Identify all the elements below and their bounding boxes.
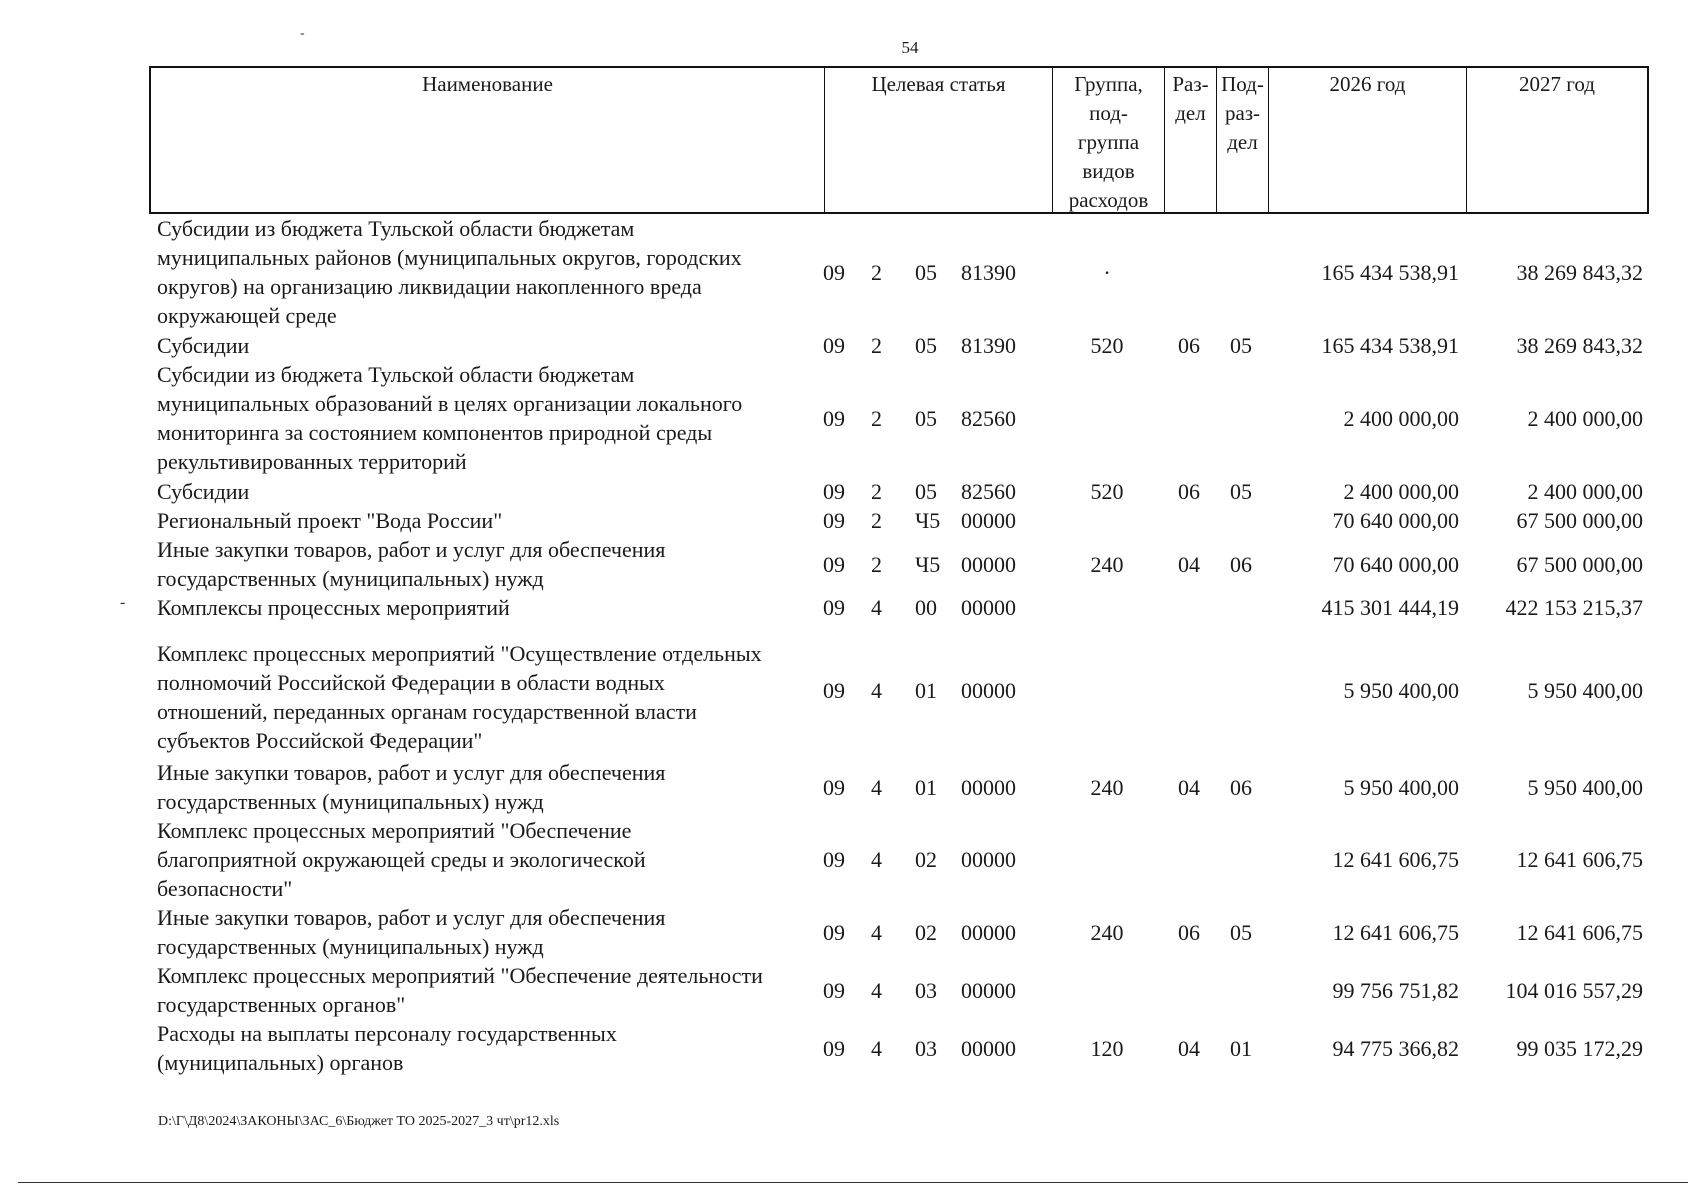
- code-program: 09: [823, 595, 845, 620]
- subsection-code: [1215, 622, 1267, 758]
- bottom-divider: [18, 1182, 1688, 1183]
- row-name-line: муниципальных районов (муниципальных округов, городских: [157, 245, 742, 270]
- table-row: [149, 330, 1649, 360]
- amount-2027: 38 269 843,32: [1516, 332, 1643, 358]
- header-2027: [1467, 68, 1647, 212]
- code-direction: 81390: [961, 332, 1016, 358]
- table-row: [149, 816, 1649, 903]
- header-section-line: дел: [1175, 101, 1206, 125]
- amount-2027: 2 400 000,00: [1527, 405, 1643, 431]
- budget-table: [149, 214, 1649, 1077]
- row-name-line: Субсидии: [157, 332, 250, 358]
- amount-2026: 5 950 400,00: [1343, 774, 1459, 800]
- row-name: [149, 506, 823, 535]
- header-subsection-line: дел: [1227, 130, 1258, 154]
- section-code: 04: [1178, 1035, 1200, 1061]
- file-path: D:\Г\Д8\2024\ЗАКОНЫ\ЗАС_6\Бюджет ТО 2025-2027_3 чт\pr12.xls: [158, 1114, 560, 1129]
- expense-group: 520: [1090, 478, 1124, 504]
- code-structure: 02: [915, 847, 937, 872]
- row-name: [149, 476, 823, 506]
- table-row: [149, 758, 1649, 816]
- amount-2026: 165 434 538,91: [1321, 259, 1459, 285]
- header-group-line: Группа,: [1074, 72, 1143, 96]
- amount-2027: 422 153 215,37: [1505, 595, 1643, 620]
- row-name-line: округов) на организацию ликвидации накопленного вреда: [157, 274, 702, 299]
- code-direction: 82560: [961, 405, 1016, 431]
- section-code: [1163, 214, 1215, 330]
- code-program: 09: [823, 332, 845, 358]
- code-structure: 01: [915, 677, 937, 703]
- scan-mark: -: [300, 26, 305, 41]
- subsection-code: 05: [1230, 332, 1252, 358]
- code-direction: 00000: [961, 1035, 1016, 1061]
- row-name: [149, 622, 823, 758]
- code-direction: 00000: [961, 508, 1016, 533]
- section-code: 06: [1178, 919, 1200, 945]
- expense-group: ·: [1103, 259, 1111, 285]
- amount-2027: 99 035 172,29: [1516, 1035, 1643, 1061]
- code-direction: 82560: [961, 478, 1016, 504]
- table-row: [149, 961, 1649, 1019]
- table-row: [149, 593, 1649, 622]
- code-program: 09: [823, 405, 845, 431]
- code-direction: 00000: [961, 677, 1016, 703]
- subsection-code: [1215, 816, 1267, 903]
- section-code: 04: [1178, 774, 1200, 800]
- header-name-label: Наименование: [422, 72, 553, 96]
- code-structure: 00: [915, 595, 937, 620]
- subsection-code: 06: [1230, 551, 1252, 577]
- code-subprogram: 2: [871, 478, 882, 504]
- code-subprogram: 2: [871, 332, 882, 358]
- table-row: [149, 214, 1649, 330]
- row-name-line: (муниципальных) органов: [157, 1050, 404, 1075]
- code-structure: 01: [915, 774, 937, 800]
- row-name-line: окружающей среде: [157, 303, 337, 328]
- amount-2026: 2 400 000,00: [1343, 478, 1459, 504]
- subsection-code: [1215, 593, 1267, 622]
- row-name-line: Иные закупки товаров, работ и услуг для обеспечения: [157, 905, 666, 930]
- header-group-line: расходов: [1068, 188, 1149, 212]
- row-name-line: Субсидии из бюджета Тульской области бюджетам: [157, 216, 635, 241]
- header-section-line: Раз-: [1172, 72, 1209, 96]
- row-name-line: государственных (муниципальных) нужд: [157, 566, 544, 591]
- code-direction: 00000: [961, 595, 1016, 620]
- code-direction: 81390: [961, 259, 1016, 285]
- row-name-line: Комплекс процессных мероприятий "Осуществление отдельных: [157, 641, 762, 666]
- code-subprogram: 2: [871, 551, 882, 577]
- code-subprogram: 2: [871, 405, 882, 431]
- code-structure: 03: [915, 977, 937, 1003]
- expense-group: [1051, 622, 1163, 758]
- code-program: 09: [823, 919, 845, 945]
- row-name-line: Субсидии из бюджета Тульской области бюджетам: [157, 362, 635, 387]
- expense-group: 520: [1090, 332, 1124, 358]
- subsection-code: 06: [1230, 774, 1252, 800]
- table-row: [149, 1019, 1649, 1077]
- row-name-line: безопасности": [157, 876, 293, 901]
- header-2027-label: 2027 год: [1519, 72, 1595, 96]
- amount-2026: 99 756 751,82: [1332, 977, 1459, 1003]
- amount-2027: 12 641 606,75: [1516, 919, 1643, 945]
- code-subprogram: 4: [871, 1035, 882, 1061]
- subsection-code: [1215, 360, 1267, 476]
- code-subprogram: 4: [871, 595, 882, 620]
- header-group: [1053, 68, 1165, 212]
- row-name: [149, 330, 823, 360]
- row-name: [149, 961, 823, 1019]
- code-program: 09: [823, 1035, 845, 1061]
- amount-2026: 12 641 606,75: [1332, 847, 1459, 872]
- amount-2026: 94 775 366,82: [1332, 1035, 1459, 1061]
- header-subsection-line: Под-: [1221, 72, 1264, 96]
- expense-group: 240: [1090, 551, 1124, 577]
- amount-2026: 5 950 400,00: [1343, 677, 1459, 703]
- code-subprogram: 4: [871, 919, 882, 945]
- section-code: [1163, 360, 1215, 476]
- row-name: [149, 816, 823, 903]
- subsection-code: 05: [1230, 478, 1252, 504]
- amount-2027: 67 500 000,00: [1516, 508, 1643, 533]
- table-row: [149, 476, 1649, 506]
- section-code: [1163, 816, 1215, 903]
- code-structure: 05: [915, 478, 937, 504]
- row-name-line: Иные закупки товаров, работ и услуг для обеспечения: [157, 537, 666, 562]
- code-structure: 02: [915, 919, 937, 945]
- header-target-article-label: Целевая статья: [871, 72, 1006, 96]
- table-row: [149, 903, 1649, 961]
- expense-group: 240: [1090, 774, 1124, 800]
- section-code: 06: [1178, 332, 1200, 358]
- code-subprogram: 4: [871, 847, 882, 872]
- subsection-code: 01: [1230, 1035, 1252, 1061]
- row-name-line: рекультивированных территорий: [157, 449, 467, 474]
- expense-group: [1051, 816, 1163, 903]
- header-section: [1165, 68, 1217, 212]
- amount-2027: 38 269 843,32: [1516, 259, 1643, 285]
- page-number: 54: [901, 38, 919, 57]
- table-row: [149, 506, 1649, 535]
- row-name: [149, 758, 823, 816]
- amount-2026: 70 640 000,00: [1332, 508, 1459, 533]
- table-row: [149, 535, 1649, 593]
- code-direction: 00000: [961, 774, 1016, 800]
- code-subprogram: 4: [871, 774, 882, 800]
- code-program: 09: [823, 478, 845, 504]
- table-body: [149, 214, 1649, 1077]
- code-structure: 03: [915, 1035, 937, 1061]
- code-subprogram: 4: [871, 977, 882, 1003]
- expense-group: 120: [1090, 1035, 1124, 1061]
- row-name: [149, 535, 823, 593]
- row-name-line: государственных органов": [157, 992, 406, 1017]
- row-name-line: муниципальных образований в целях организации локального: [157, 391, 743, 416]
- row-name-line: Комплексы процессных мероприятий: [157, 595, 510, 620]
- table-header: [149, 66, 1649, 214]
- row-name-line: Комплекс процессных мероприятий "Обеспечение деятельности: [157, 963, 763, 988]
- table-row: [149, 622, 1649, 758]
- row-name: [149, 214, 823, 330]
- code-structure: 05: [915, 259, 937, 285]
- row-name-line: Иные закупки товаров, работ и услуг для обеспечения: [157, 760, 666, 785]
- row-name: [149, 903, 823, 961]
- row-name-line: полномочий Российской Федерации в области водных: [157, 670, 665, 695]
- code-program: 09: [823, 847, 845, 872]
- header-2026: [1269, 68, 1467, 212]
- code-program: 09: [823, 259, 845, 285]
- amount-2027: 5 950 400,00: [1527, 774, 1643, 800]
- subsection-code: [1215, 961, 1267, 1019]
- amount-2026: 70 640 000,00: [1332, 551, 1459, 577]
- code-structure: Ч5: [915, 551, 941, 577]
- header-subsection-line: раз-: [1224, 101, 1261, 125]
- code-subprogram: 2: [871, 259, 882, 285]
- subsection-code: 05: [1230, 919, 1252, 945]
- code-subprogram: 4: [871, 677, 882, 703]
- amount-2027: 12 641 606,75: [1516, 847, 1643, 872]
- subsection-code: [1215, 214, 1267, 330]
- code-subprogram: 2: [871, 508, 882, 533]
- row-name-line: благоприятной окружающей среды и экологической: [157, 847, 646, 872]
- header-group-line: группа: [1077, 130, 1140, 154]
- row-name-line: государственных (муниципальных) нужд: [157, 789, 544, 814]
- row-name: [149, 1019, 823, 1077]
- row-name-line: субъектов Российской Федерации": [157, 728, 483, 753]
- amount-2026: 415 301 444,19: [1321, 595, 1459, 620]
- subsection-code: [1215, 506, 1267, 535]
- header-subsection: [1217, 68, 1269, 212]
- row-name: [149, 360, 823, 476]
- amount-2026: 12 641 606,75: [1332, 919, 1459, 945]
- row-name-line: Комплекс процессных мероприятий "Обеспечение: [157, 818, 632, 843]
- expense-group: [1051, 593, 1163, 622]
- code-program: 09: [823, 977, 845, 1003]
- code-direction: 00000: [961, 977, 1016, 1003]
- code-program: 09: [823, 551, 845, 577]
- scan-mark-side: -: [120, 594, 126, 611]
- section-code: 04: [1178, 551, 1200, 577]
- expense-group: [1051, 360, 1163, 476]
- section-code: [1163, 506, 1215, 535]
- code-program: 09: [823, 508, 845, 533]
- header-group-line: под-: [1089, 101, 1128, 125]
- section-code: [1163, 593, 1215, 622]
- code-direction: 00000: [961, 847, 1016, 872]
- code-direction: 00000: [961, 551, 1016, 577]
- row-name-line: отношений, переданных органам государственной власти: [157, 699, 697, 724]
- table-row: [149, 360, 1649, 476]
- expense-group: [1051, 506, 1163, 535]
- amount-2027: 5 950 400,00: [1527, 677, 1643, 703]
- amount-2027: 2 400 000,00: [1527, 478, 1643, 504]
- row-name: [149, 593, 823, 622]
- code-program: 09: [823, 677, 845, 703]
- header-target-article: [825, 68, 1053, 212]
- amount-2026: 165 434 538,91: [1321, 332, 1459, 358]
- section-code: [1163, 622, 1215, 758]
- header-2026-label: 2026 год: [1329, 72, 1406, 96]
- amount-2026: 2 400 000,00: [1343, 405, 1459, 431]
- code-structure: Ч5: [915, 508, 941, 533]
- header-name: [151, 68, 825, 212]
- row-name-line: Расходы на выплаты персоналу государственных: [157, 1021, 617, 1046]
- code-program: 09: [823, 774, 845, 800]
- code-direction: 00000: [961, 919, 1016, 945]
- section-code: [1163, 961, 1215, 1019]
- row-name-line: государственных (муниципальных) нужд: [157, 934, 544, 959]
- header-group-line: видов: [1082, 159, 1135, 183]
- section-code: 06: [1178, 478, 1200, 504]
- row-name-line: мониторинга за состоянием компонентов природной среды: [157, 420, 713, 445]
- amount-2027: 104 016 557,29: [1505, 977, 1643, 1003]
- code-structure: 05: [915, 405, 937, 431]
- expense-group: 240: [1090, 919, 1124, 945]
- amount-2027: 67 500 000,00: [1516, 551, 1643, 577]
- expense-group: [1051, 961, 1163, 1019]
- row-name-line: Субсидии: [157, 478, 250, 504]
- row-name-line: Региональный проект "Вода России": [157, 508, 503, 533]
- code-structure: 05: [915, 332, 937, 358]
